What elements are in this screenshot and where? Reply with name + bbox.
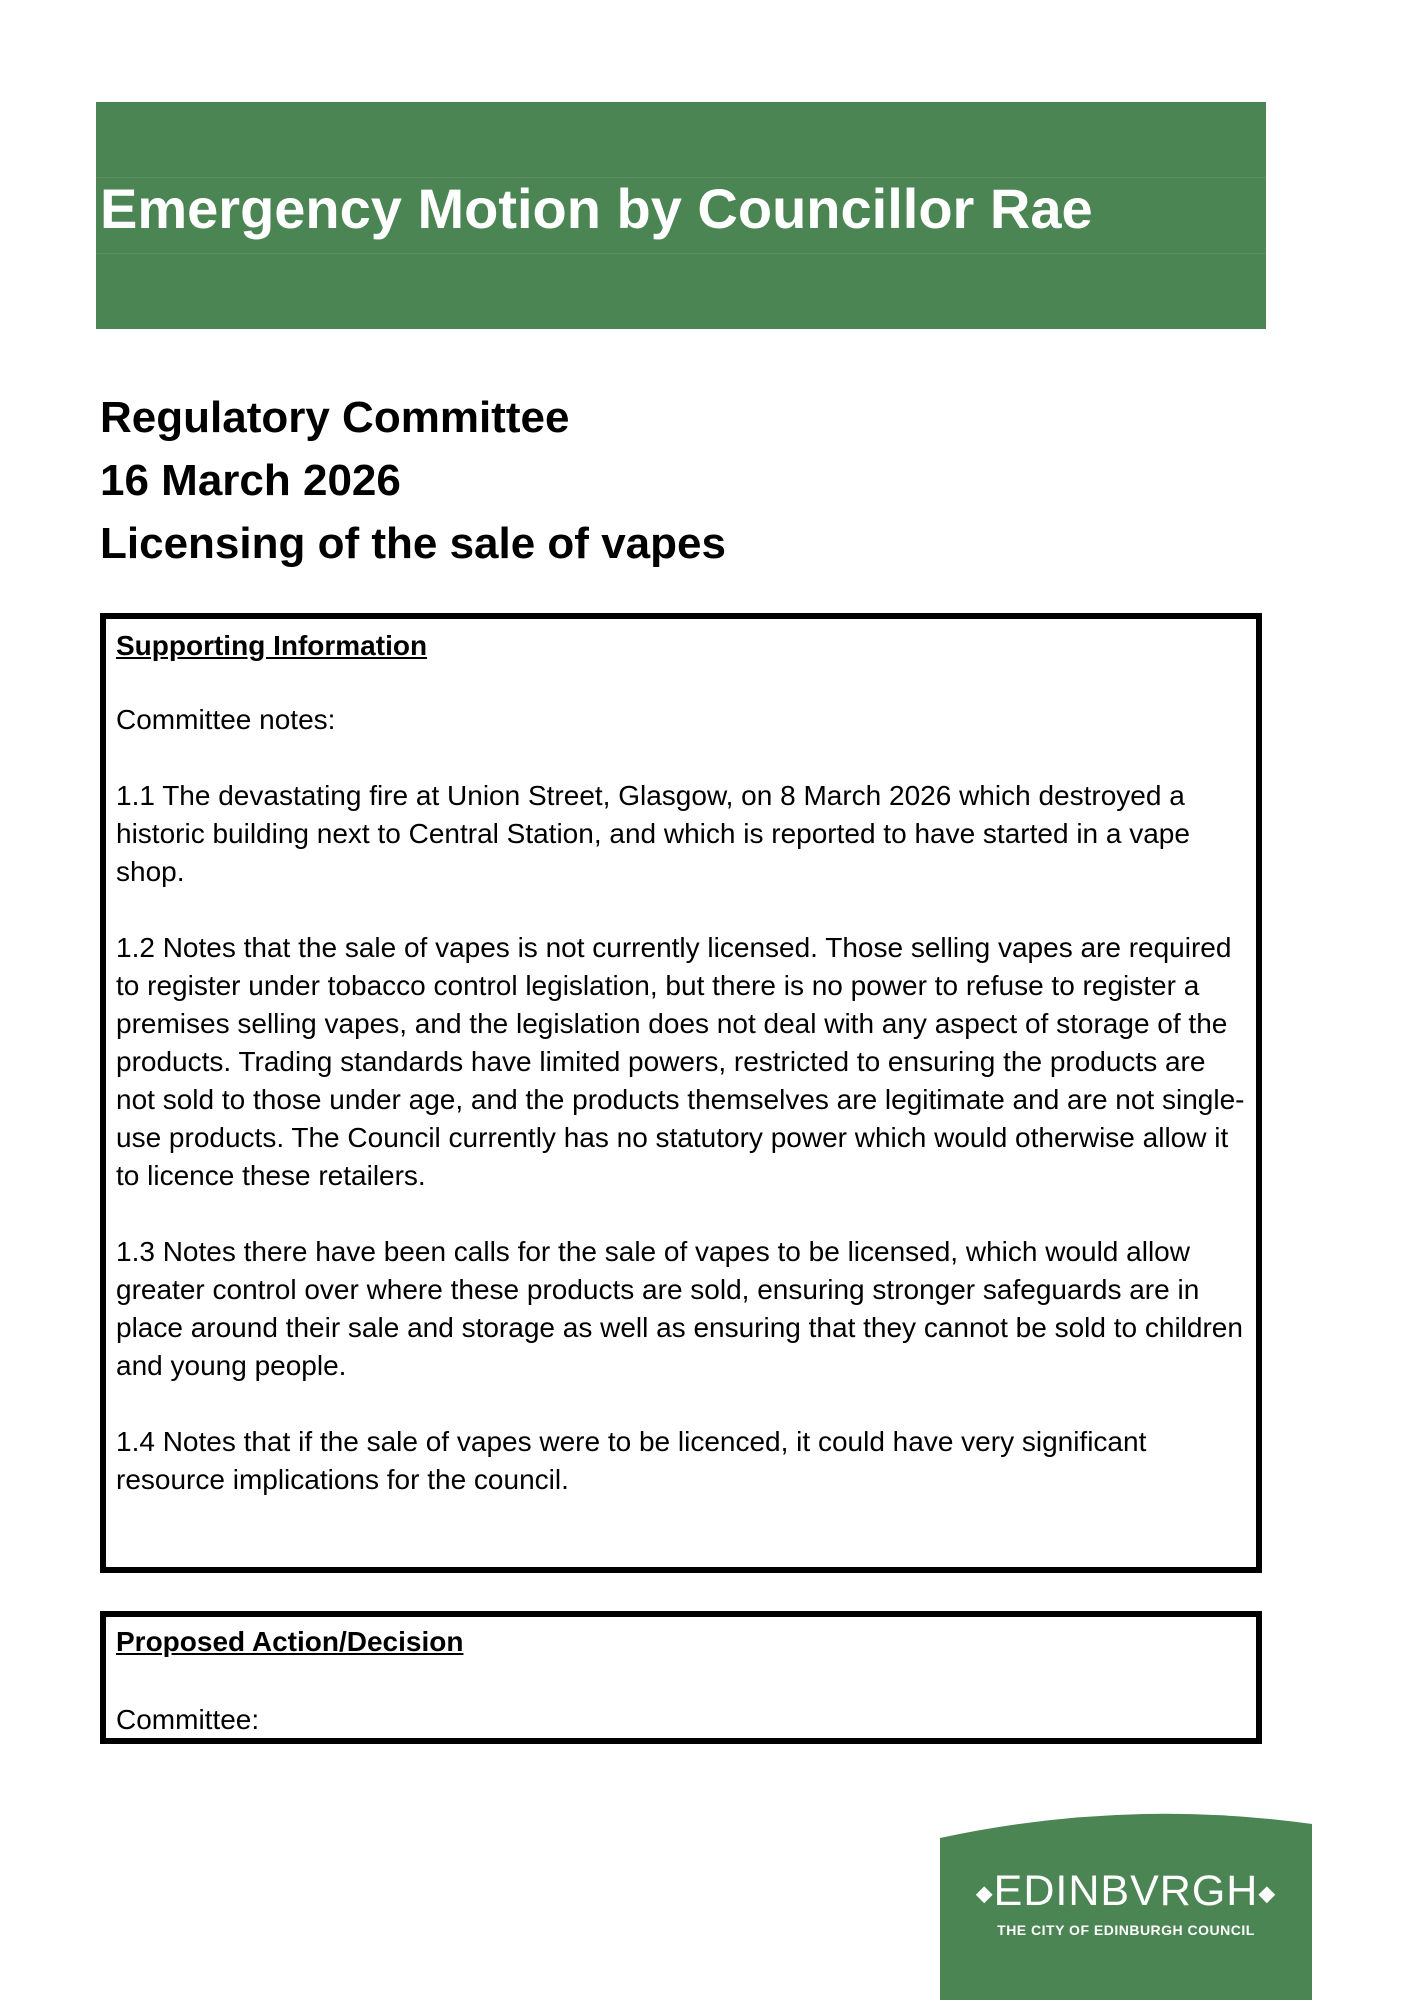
paragraph-1-3: 1.3 Notes there have been calls for the sale of vapes to be licensed, which would allow greater control over where these products are sold, ensuring stronger safeguards are in place around their sale and storage as well as ensuring that they cannot be sold to children and young people. (116, 1236, 1243, 1381)
committee-intro: Committee: (116, 1704, 260, 1735)
banner-divider (96, 253, 1266, 254)
supporting-information-heading: Supporting Information (116, 630, 428, 661)
logo-subtitle: THE CITY OF EDINBURGH COUNCIL (997, 1922, 1255, 1938)
supporting-information-box (100, 613, 1262, 1573)
committee-name: Regulatory Committee (100, 393, 570, 442)
proposed-action-box (100, 1611, 1262, 1744)
document-heading (100, 386, 726, 575)
logo-diamond-icon: ◆ (975, 1880, 994, 1906)
motion-subject: Licensing of the sale of vapes (100, 519, 726, 568)
paragraph-1-1: 1.1 The devastating fire at Union Street, Glasgow, on 8 March 2026 which destroyed a historic building next to Central Station, and which is reported to have started in a vape shop. (116, 780, 1190, 887)
paragraph-1-2: 1.2 Notes that the sale of vapes is not currently licensed. Those selling vapes are required to register under tobacco control legislation, but there is no power to refuse to register a premises selling vapes, and the legislation does not deal with any aspect of storage of the products. Trading standards have limited powers, restricted to ensuring the products are not sold to those under age, and the products themselves are legitimate and are not single-use products. The Council currently has no statutory power which would otherwise allow it to licence these retailers. (116, 932, 1245, 1191)
proposed-action-heading: Proposed Action/Decision (116, 1626, 464, 1657)
logo-name: EDINBVRGH (993, 1867, 1259, 1915)
logo-wordmark (966, 1866, 1286, 1919)
meeting-date: 16 March 2026 (100, 456, 401, 505)
title-banner (96, 102, 1266, 329)
paragraph-1-4: 1.4 Notes that if the sale of vapes were to be licenced, it could have very significant resource implications for the council. (116, 1426, 1147, 1495)
committee-notes-intro: Committee notes: (116, 704, 336, 735)
edinburgh-council-logo (940, 1812, 1312, 2000)
logo-diamond-icon: ◆ (1258, 1880, 1277, 1906)
motion-title: Emergency Motion by Councillor Rae (100, 177, 1093, 240)
